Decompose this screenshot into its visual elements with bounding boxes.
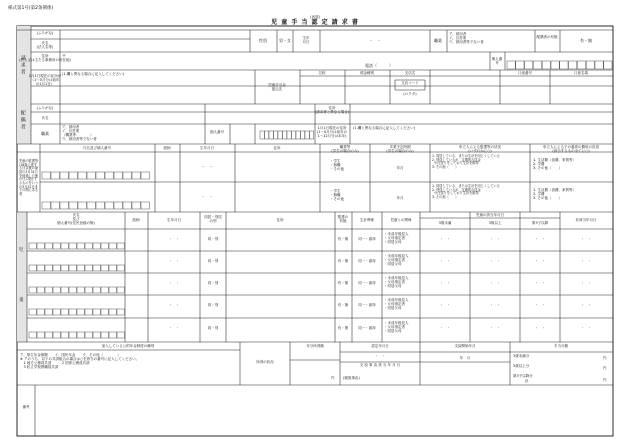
prev-address-label: 1月1日現在の住所が （1～5月分は前年 の1月1日） — [28, 74, 62, 87]
occupation-options[interactable]: ア、被用者 イ、自営業 ウ、被用者等でない者 — [449, 32, 484, 45]
row-living[interactable]: 同一・維持 — [358, 281, 376, 285]
row-care[interactable]: 有・無 — [337, 237, 349, 241]
older-id-digit[interactable] — [87, 202, 96, 209]
row-cohabit[interactable]: 同・別 — [207, 259, 219, 263]
child-id-digit[interactable] — [61, 309, 69, 315]
older2-care[interactable]: 1. 同居している、または生計を同じくしている 2. 別居しているが、定期的な送金 や仕送りをしており生計を維持 3. その他（ ） — [432, 184, 500, 200]
child-id-digit[interactable] — [109, 265, 117, 271]
spouse-name-label: 氏名 — [41, 116, 49, 120]
requester-id-digit[interactable] — [595, 61, 603, 69]
row-relationship[interactable]: ・未成年後見人 ・父母指定者 ・同居父母 — [384, 298, 409, 311]
row-living[interactable]: 同一・維持 — [358, 237, 376, 241]
child-id-digit[interactable] — [61, 287, 69, 293]
older1-grad[interactable]: 年月 — [396, 166, 404, 170]
requester-id-digit[interactable] — [533, 61, 541, 69]
child-id-digit[interactable] — [101, 243, 109, 249]
monthly-amount-label: 手当月額 — [554, 344, 568, 348]
older-children-label: 児童の監護等 (18歳に達する日以後の最初の3月31日を経過した後の日) 現在するものをいう の3月31日までの間にある者 — [19, 159, 39, 197]
older-id-digit[interactable] — [132, 172, 141, 179]
child-id-digit[interactable] — [101, 265, 109, 271]
row-date-third[interactable]: ・ ・ — [534, 259, 546, 263]
older2-birth[interactable]: ・ ・ — [201, 194, 213, 199]
child-id-digit[interactable] — [109, 332, 117, 338]
spouse-id-digit[interactable] — [278, 131, 282, 139]
requester-section-label: 請求者 — [19, 55, 26, 76]
row-date-over3[interactable]: ・ ・ — [489, 281, 501, 285]
amount-under3-yen: 円 — [603, 356, 607, 360]
row-care[interactable]: 有・無 — [337, 303, 349, 307]
spouse-occupation-options[interactable]: ア、被用者 イ、自営業 （機業等： ） ウ、被用者等でない者 — [62, 125, 97, 142]
child-id-digit[interactable] — [29, 243, 37, 249]
spouse-id-digit[interactable] — [305, 131, 309, 139]
spouse-occupation-label: 職業 — [41, 131, 49, 136]
row-date-under3[interactable]: ・ ・ — [439, 303, 451, 307]
postal-mark: 〒 — [62, 53, 66, 58]
older-col-job: 職業等 (学生の場合のみ) — [331, 145, 359, 154]
row-date-under3[interactable]: ・ ・ — [439, 281, 451, 285]
sex-label: 性別 — [259, 38, 267, 43]
row-living[interactable]: 同一・維持 — [358, 259, 376, 263]
col-cohabit: 同居・別居 の別 — [204, 215, 222, 224]
spouse-exists-label: 配偶者の有無 — [536, 35, 558, 39]
child-id-digit[interactable] — [85, 265, 93, 271]
child-id-digit[interactable] — [77, 287, 85, 293]
child-id-digit[interactable] — [53, 265, 61, 271]
spouse-id-digit[interactable] — [269, 131, 273, 139]
col-living: 生計関係 — [360, 218, 374, 222]
older-id-digit[interactable] — [51, 172, 60, 179]
child-id-digit[interactable] — [93, 287, 101, 293]
row-date-end[interactable]: ・ ・ — [580, 326, 592, 330]
requester-id-digit[interactable] — [507, 61, 515, 69]
row-cohabit[interactable]: 同・別 — [207, 237, 219, 241]
row-date-under3[interactable]: ・ ・ — [439, 326, 451, 330]
spouse-id-digit[interactable] — [265, 131, 269, 139]
row-care[interactable]: 有・無 — [337, 326, 349, 330]
col-over3: 3歳以上 — [488, 221, 502, 225]
older-id-digit[interactable] — [42, 202, 51, 209]
child-id-digit[interactable] — [69, 332, 77, 338]
row-date-end[interactable]: ・ ・ — [580, 303, 592, 307]
child-id-digit[interactable] — [53, 287, 61, 293]
col-relation: 続柄 — [132, 218, 140, 222]
older2-grad[interactable]: 年月 — [396, 196, 404, 200]
older-id-digit[interactable] — [69, 172, 78, 179]
older2-cost[interactable]: 1. 生活費（食費、家賃等） 2. 学費 3. その他（ ） — [533, 188, 576, 201]
child-id-digit[interactable] — [85, 309, 93, 315]
spouse-address-note: (1.欄と異なる場合に記入してください) — [353, 126, 416, 130]
col-birth: 生年月日 — [167, 218, 181, 222]
amount-total-label: 計 — [525, 379, 529, 383]
row-date-third[interactable]: ・ ・ — [534, 326, 546, 330]
col-third: 第3子以降 — [531, 221, 549, 225]
child-id-digit[interactable] — [109, 309, 117, 315]
older-id-digit[interactable] — [78, 202, 87, 209]
row-date-over3[interactable]: ・ ・ — [489, 326, 501, 330]
row-cohabit[interactable]: 同・別 — [207, 326, 219, 330]
row-living[interactable]: 同一・維持 — [358, 303, 376, 307]
bank-header-name: 名称 — [318, 71, 326, 75]
bank-header-branch: 支店名 — [404, 71, 416, 75]
bank-header-type: 預金種別 — [360, 71, 374, 75]
requester-id-digit[interactable] — [586, 61, 594, 69]
older1-cost[interactable]: 1. 生活費（食費、家賃等） 2. 学費 3. その他（ ） — [533, 158, 576, 171]
spouse-id-digit[interactable] — [301, 131, 305, 139]
requester-id-digit[interactable] — [525, 61, 533, 69]
relative-reason[interactable]: (親族事由) — [343, 376, 360, 380]
row-date-third[interactable]: ・ ・ — [534, 303, 546, 307]
pension-options[interactable]: ア、厚生年金保険 イ、国民年金 ウ、その他（ ） ※ アのうち、以下の共済組合の場合は○を該当の番号に記入してください。 1 地方公務員共済 2 国家公務員共済 3 私立学校教職員共済 — [20, 353, 140, 370]
child-id-digit[interactable] — [93, 243, 101, 249]
older1-job[interactable]: ・学生 ・無職 ・その他 — [330, 159, 344, 172]
requester-id-digit[interactable] — [542, 61, 550, 69]
requester-id-digit[interactable] — [516, 61, 524, 69]
personal-number-label: 個人番号 — [491, 57, 503, 66]
income-status-label: 所得の状況 — [256, 360, 274, 364]
child-id-digit[interactable] — [117, 265, 125, 271]
reason-date-label: 支 給 事 由 該 当 年 月 日 — [359, 363, 401, 367]
row-date-third[interactable]: ・ ・ — [534, 237, 546, 241]
child-id-digit[interactable] — [69, 287, 77, 293]
child-id-digit[interactable] — [45, 265, 53, 271]
older-id-digit[interactable] — [105, 172, 114, 179]
row-date-under3[interactable]: ・ ・ — [439, 237, 451, 241]
child-id-digit[interactable] — [53, 243, 61, 249]
older-col-birth: 生年月日 — [200, 146, 214, 150]
older-id-digit[interactable] — [60, 202, 69, 209]
row-relationship[interactable]: ・未成年後見人 ・父母指定者 ・同居父母 — [384, 232, 409, 245]
child-id-digit[interactable] — [85, 243, 93, 249]
child-id-digit[interactable] — [37, 332, 45, 338]
col-group-dates: 児童の該当年月日 — [476, 213, 504, 217]
child-id-digit[interactable] — [117, 243, 125, 249]
older-id-digit[interactable] — [105, 202, 114, 209]
col-under3: 3歳未満 — [438, 221, 452, 225]
older-col-relation: 続柄 — [163, 146, 171, 150]
col-name: 氏名 及び 個人番号(住民登録の無) — [57, 213, 95, 226]
phone-label[interactable]: 電話（ ） — [365, 63, 393, 68]
older-id-digit[interactable] — [141, 172, 150, 179]
requester-name-label: 氏名 (法人名等) — [36, 41, 54, 50]
row-cohabit[interactable]: 同・別 — [207, 281, 219, 285]
child-id-digit[interactable] — [85, 287, 93, 293]
older-id-digit[interactable] — [123, 172, 132, 179]
occupation-label: 職業 — [434, 38, 442, 43]
child-id-digit[interactable] — [117, 287, 125, 293]
row-date-end[interactable]: ・ ・ — [580, 259, 592, 263]
row-birth[interactable]: ・ ・ — [168, 303, 180, 307]
requester-id-digit[interactable] — [569, 61, 577, 69]
row-birth[interactable]: ・ ・ — [168, 237, 180, 241]
child-id-digit[interactable] — [37, 309, 45, 315]
older1-care[interactable]: 1. 同居している、または生計を同じくしている 2. 別居しているが、定期的な送金 や仕送りをしており生計を維持 3. その他（ ） — [432, 154, 500, 170]
child-id-digit[interactable] — [117, 309, 125, 315]
spouse-exists-value[interactable]: 有・無 — [580, 38, 592, 43]
row-care[interactable]: 有・無 — [337, 281, 349, 285]
older-col-name: 氏名及び個人番号 — [83, 146, 111, 150]
amount-third-label: 第3子以降分 — [513, 374, 533, 378]
spouse-id-digit[interactable] — [310, 131, 314, 139]
form-title: 児 童 手 当 認 定 請 求 書 — [271, 19, 359, 26]
row-date-over3[interactable]: ・ ・ — [489, 259, 501, 263]
child-id-digit[interactable] — [109, 287, 117, 293]
child-id-digit[interactable] — [101, 309, 109, 315]
older-id-digit[interactable] — [78, 172, 87, 179]
child-id-digit[interactable] — [93, 332, 101, 338]
amount-under3-label: 3歳未満分 — [513, 354, 530, 358]
bank-code-label: 支店コード — [401, 81, 419, 85]
requester-id-digit[interactable] — [560, 61, 568, 69]
income-year-label: 年分所得額 — [306, 344, 324, 348]
spouse-id-digit[interactable] — [283, 131, 287, 139]
child-id-digit[interactable] — [53, 309, 61, 315]
amount-over3-yen: 円 — [603, 366, 607, 370]
requester-id-digit[interactable] — [551, 61, 559, 69]
row-birth[interactable]: ・ ・ — [168, 259, 180, 263]
row-date-third[interactable]: ・ ・ — [534, 281, 546, 285]
child-id-digit[interactable] — [45, 309, 53, 315]
child-id-digit[interactable] — [37, 287, 45, 293]
child-id-digit[interactable] — [53, 332, 61, 338]
decision-date-label: 認定年月日 — [371, 344, 389, 348]
older-id-digit[interactable] — [96, 202, 105, 209]
remarks-label: 備考 — [22, 405, 30, 409]
spouse-address-label: 住所 (請求者と異なる場合) — [314, 106, 350, 115]
row-birth[interactable]: ・ ・ — [168, 326, 180, 330]
child-id-digit[interactable] — [101, 332, 109, 338]
children-label-bottom: 童 — [19, 298, 24, 303]
older-id-digit[interactable] — [60, 172, 69, 179]
row-date-under3[interactable]: ・ ・ — [439, 259, 451, 263]
col-end-date: 非該当年月日 — [575, 218, 597, 222]
child-id-digit[interactable] — [77, 243, 85, 249]
child-id-digit[interactable] — [85, 332, 93, 338]
spouse-furigana-label: (ふりがな) — [36, 106, 54, 110]
spouse-prev-address-label: 1月1日現在の住所 (1～5月分は前年の 1～12月分は本年) — [316, 126, 348, 139]
older-id-digit[interactable] — [96, 172, 105, 179]
spouse-id-digit[interactable] — [274, 131, 278, 139]
child-id-digit[interactable] — [45, 287, 53, 293]
child-id-digit[interactable] — [109, 243, 117, 249]
amount-third-yen: 円 — [603, 378, 607, 382]
older-id-digit[interactable] — [132, 202, 141, 209]
older-id-digit[interactable] — [87, 172, 96, 179]
older-col-care: 申立人による監護等の状況 (いずれかに○) — [459, 145, 501, 154]
child-id-digit[interactable] — [45, 332, 53, 338]
requester-id-digit[interactable] — [604, 61, 612, 69]
child-id-digit[interactable] — [77, 265, 85, 271]
child-id-digit[interactable] — [29, 287, 37, 293]
older-id-digit[interactable] — [114, 202, 123, 209]
row-date-end[interactable]: ・ ・ — [580, 237, 592, 241]
children-label-shade — [17, 212, 27, 342]
child-id-digit[interactable] — [29, 265, 37, 271]
child-id-digit[interactable] — [45, 243, 53, 249]
row-date-over3[interactable]: ・ ・ — [489, 303, 501, 307]
decision-date-value[interactable]: ・ ・ — [374, 354, 386, 358]
bank-header-holder: 口座名義 — [574, 71, 588, 75]
older-col-cost: 申立人による子の養育の費用の負担 (該当するもの全てに○) — [543, 145, 599, 154]
row-cohabit[interactable]: 同・別 — [207, 303, 219, 307]
prev-address-note: (1.欄と異なる場合に記入してください) — [62, 72, 125, 76]
row-relationship[interactable]: ・未成年後見人 ・父母指定者 ・同居父母 — [384, 321, 409, 334]
child-id-digit[interactable] — [69, 265, 77, 271]
child-id-digit[interactable] — [93, 265, 101, 271]
older-id-digit[interactable] — [123, 202, 132, 209]
spouse-section-label: 配偶者 — [19, 110, 26, 131]
older-col-address: 住所 — [273, 146, 281, 150]
older-id-digit[interactable] — [114, 172, 123, 179]
child-id-digit[interactable] — [61, 265, 69, 271]
pension-label: 加入している公的年金制度の種別 — [101, 344, 155, 348]
spouse-id-digit[interactable] — [287, 131, 291, 139]
requester-furigana-label: (ふりがな) — [36, 31, 54, 35]
bank-kana-label: (ロクタ) — [403, 92, 417, 96]
pay-start-label: 支給開始年月 — [454, 344, 476, 348]
older-id-digit[interactable] — [42, 172, 51, 179]
spouse-id-digit[interactable] — [292, 131, 296, 139]
older-id-digit[interactable] — [69, 202, 78, 209]
row-birth[interactable]: ・ ・ — [168, 281, 180, 285]
row-relationship[interactable]: ・未成年後見人 ・父母指定者 ・同居父母 — [384, 254, 409, 267]
form-number: 様式第1号(第2条関係) — [8, 6, 54, 11]
child-id-digit[interactable] — [101, 287, 109, 293]
spouse-id-digit[interactable] — [296, 131, 300, 139]
sex-value[interactable]: 男・女 — [279, 38, 291, 43]
requester-id-digit[interactable] — [577, 61, 585, 69]
children-label-top: 児 — [19, 248, 24, 253]
row-care[interactable]: 有・無 — [337, 259, 349, 263]
amount-over3-label: 3歳以上分 — [513, 364, 530, 368]
page-side-label: (表面) — [310, 15, 320, 19]
spouse-personal-number-label: 個人番号 — [210, 130, 224, 134]
older-col-graduation: 卒業予定時期 (学生の場合のみ) — [386, 145, 414, 154]
spouse-id-digit[interactable] — [260, 131, 264, 139]
col-address: 住所 — [276, 218, 284, 222]
income-yen: 円 — [331, 376, 335, 380]
row-date-end[interactable]: ・ ・ — [580, 281, 592, 285]
col-relationship: 児童との関係 — [390, 218, 412, 222]
row-living[interactable]: 同一・維持 — [358, 326, 376, 330]
child-id-digit[interactable] — [93, 309, 101, 315]
address-label: 住所 (法人又は主たる事務所の所在地) — [19, 54, 71, 63]
child-id-digit[interactable] — [117, 332, 125, 338]
child-id-digit[interactable] — [37, 265, 45, 271]
pay-start-value[interactable]: 年 月 — [459, 356, 471, 360]
child-id-digit[interactable] — [29, 332, 37, 338]
child-id-digit[interactable] — [77, 309, 85, 315]
child-id-digit[interactable] — [77, 332, 85, 338]
child-id-digit[interactable] — [61, 332, 69, 338]
bank-header-account: 口座番号 — [518, 71, 532, 75]
birth-label: 生年月日 — [302, 36, 310, 45]
birth-value[interactable]: ・ ・ — [369, 38, 381, 43]
older-id-digit[interactable] — [51, 202, 60, 209]
child-id-digit[interactable] — [37, 243, 45, 249]
child-id-digit[interactable] — [69, 243, 77, 249]
older-id-digit[interactable] — [141, 202, 150, 209]
row-relationship[interactable]: ・未成年後見人 ・父母指定者 ・同居父母 — [384, 276, 409, 289]
child-id-digit[interactable] — [29, 309, 37, 315]
col-care: 監護の 有無 — [337, 215, 349, 224]
id-number-cells — [29, 61, 612, 338]
bank-label: 児童手当金 振込先 — [268, 83, 286, 92]
older1-birth[interactable]: ・ ・ — [201, 164, 213, 169]
row-date-over3[interactable]: ・ ・ — [489, 237, 501, 241]
child-id-digit[interactable] — [69, 309, 77, 315]
older2-job[interactable]: ・学生 ・無職 ・その他 — [330, 189, 344, 202]
child-id-digit[interactable] — [61, 243, 69, 249]
